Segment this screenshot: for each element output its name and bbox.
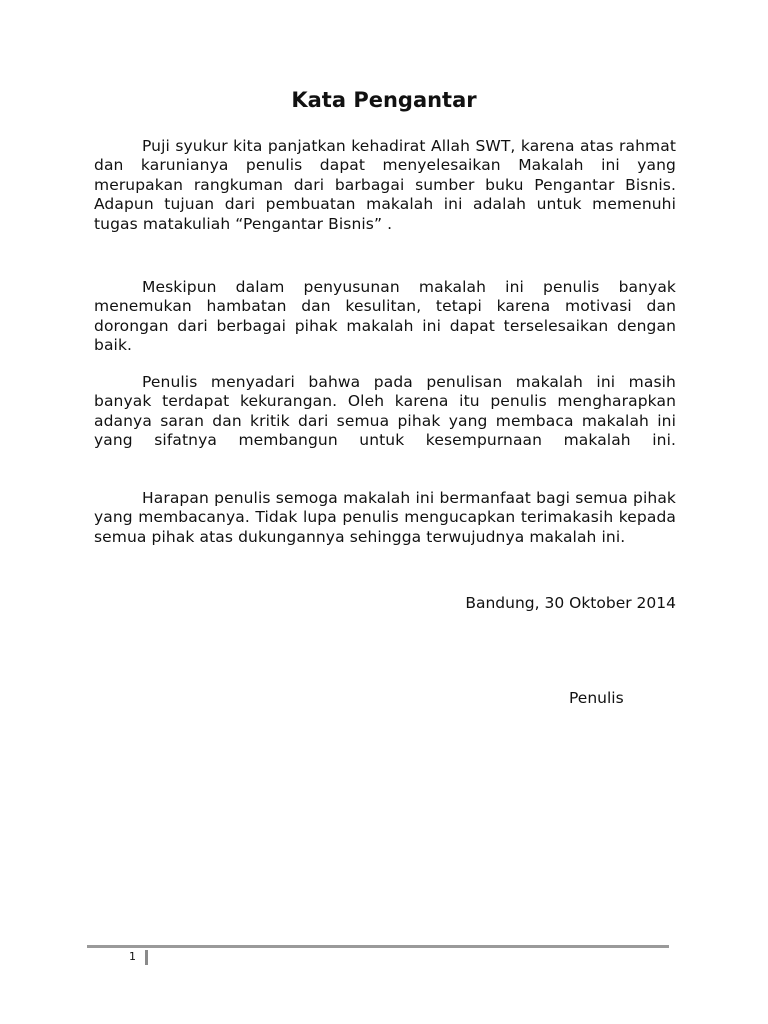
paragraph-2: Meskipun dalam penyusunan makalah ini penulis banyak menemukan hambatan dan kesulitan, tetapi karena motivasi dan dorongan dari berbagai pihak makalah ini dapat terselesaikan dengan baik. xyxy=(94,278,676,355)
paragraph-1: Puji syukur kita panjatkan kehadirat Allah SWT, karena atas rahmat dan karunianya penulis dapat menyelesaikan Makalah ini yang merupakan rangkuman dari barbagai sumber buku Pengantar Bisnis. Adapun tujuan dari pembuatan makalah ini adalah untuk memenuhi tugas matakuliah “Pengantar Bisnis” . xyxy=(94,137,676,233)
page-number-divider xyxy=(145,950,148,965)
page-title: Kata Pengantar xyxy=(291,88,477,112)
place-date: Bandung, 30 Oktober 2014 xyxy=(465,594,676,612)
paragraph-3: Penulis menyadari bahwa pada penulisan makalah ini masih banyak terdapat kekurangan. Oleh karena itu penulis mengharapkan adanya saran dan kritik dari semua pihak yang membaca makalah ini yang sifatnya membangun untuk kesempurnaan makalah ini. xyxy=(94,373,676,450)
signer: Penulis xyxy=(569,689,624,707)
page-number: 1 xyxy=(129,950,136,963)
paragraph-4: Harapan penulis semoga makalah ini bermanfaat bagi semua pihak yang membacanya. Tidak lupa penulis mengucapkan terimakasih kepada semua pihak atas dukungannya sehingga terwujudnya makalah ini. xyxy=(94,489,676,546)
footer-rule xyxy=(87,945,669,948)
